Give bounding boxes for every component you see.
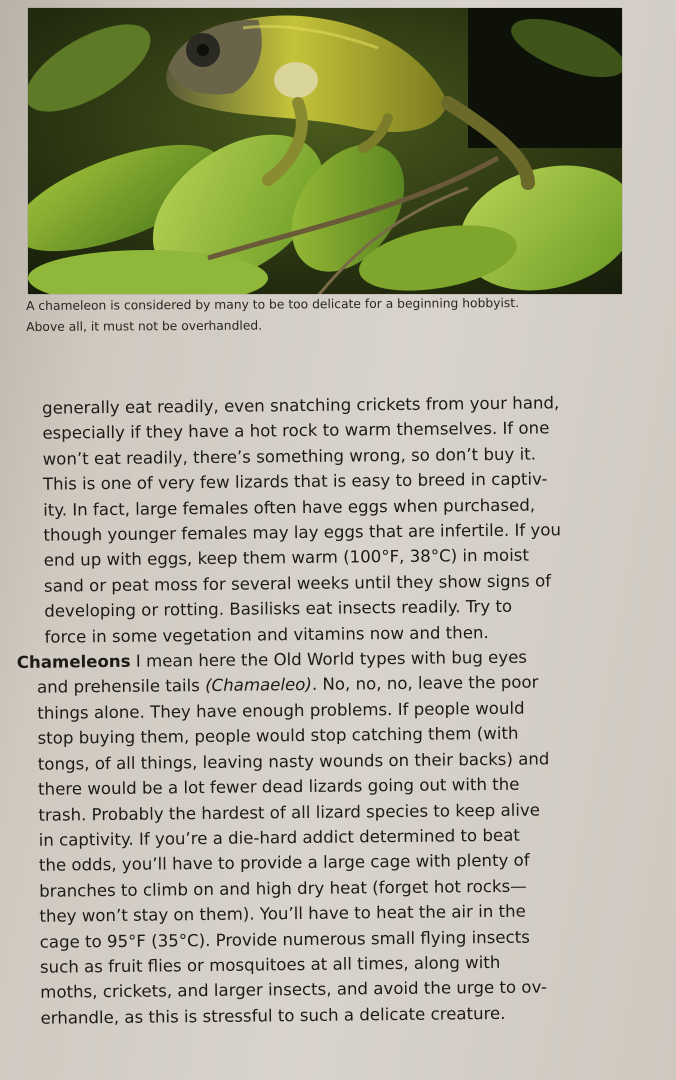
body-line: erhandle, as this is stressful to such a delicate creature.	[40, 1003, 506, 1028]
body-line: moths, crickets, and larger insects, and avoid the urge to ov-	[40, 977, 547, 1003]
caption-line-2: Above all, it must not be overhandled.	[26, 318, 263, 334]
entry-text: I mean here the Old World types with bug eyes	[130, 647, 528, 671]
body-line: ity. In fact, large females often have eggs when purchased,	[43, 495, 536, 520]
body-line: things alone. They have enough problems. If people would	[37, 698, 525, 723]
caption-line-1: A chameleon is considered by many to be too delicate for a beginning hobbyist.	[26, 295, 520, 313]
body-line: This is one of very few lizards that is easy to breed in captiv-	[42, 469, 548, 494]
body-text	[14, 389, 671, 1031]
scientific-name: (Chamaeleo)	[205, 675, 312, 696]
body-line: such as fruit flies or mosquitoes at all times, along with	[39, 952, 501, 977]
body-line: branches to climb on and high dry heat (forget hot rocks—	[39, 876, 527, 901]
body-line: though younger females may lay eggs that are infertile. If you	[43, 520, 562, 545]
body-line: cage to 95°F (35°C). Provide numerous small flying insects	[39, 927, 530, 952]
body-line: end up with eggs, keep them warm (100°F, 38°C) in moist	[43, 546, 530, 571]
body-line: generally eat readily, even snatching crickets from your hand,	[42, 393, 560, 418]
body-line: won’t eat readily, there’s something wrong, so don’t buy it.	[42, 444, 537, 469]
body-line: force in some vegetation and vitamins now and then.	[44, 622, 489, 647]
body-line: they won’t stay on them). You’ll have to heat the air in the	[39, 901, 526, 926]
photo-caption	[26, 292, 636, 338]
body-line: stop buying them, people would stop catching them (with	[37, 724, 519, 749]
entry-text: and prehensile tails	[36, 676, 206, 698]
body-line: tongs, of all things, leaving nasty wounds on their backs) and	[37, 749, 550, 774]
entry-text: . No, no, no, leave the poor	[311, 672, 539, 695]
body-line: sand or peat moss for several weeks until they show signs of	[43, 571, 552, 596]
chameleon-photo	[28, 8, 622, 294]
body-line: the odds, you’ll have to provide a large cage with plenty of	[38, 850, 530, 876]
body-line: in captivity. If you’re a die-hard addict determined to beat	[38, 825, 520, 850]
body-line: trash. Probably the hardest of all lizard species to keep alive	[38, 800, 541, 825]
body-line: especially if they have a hot rock to warm themselves. If one	[42, 418, 550, 444]
body-line: developing or rotting. Basilisks eat insects readily. Try to	[44, 597, 513, 621]
chameleon-illustration	[28, 8, 622, 294]
entry-term: Chameleons	[16, 651, 131, 673]
body-line: there would be a lot fewer dead lizards going out with the	[38, 774, 520, 799]
